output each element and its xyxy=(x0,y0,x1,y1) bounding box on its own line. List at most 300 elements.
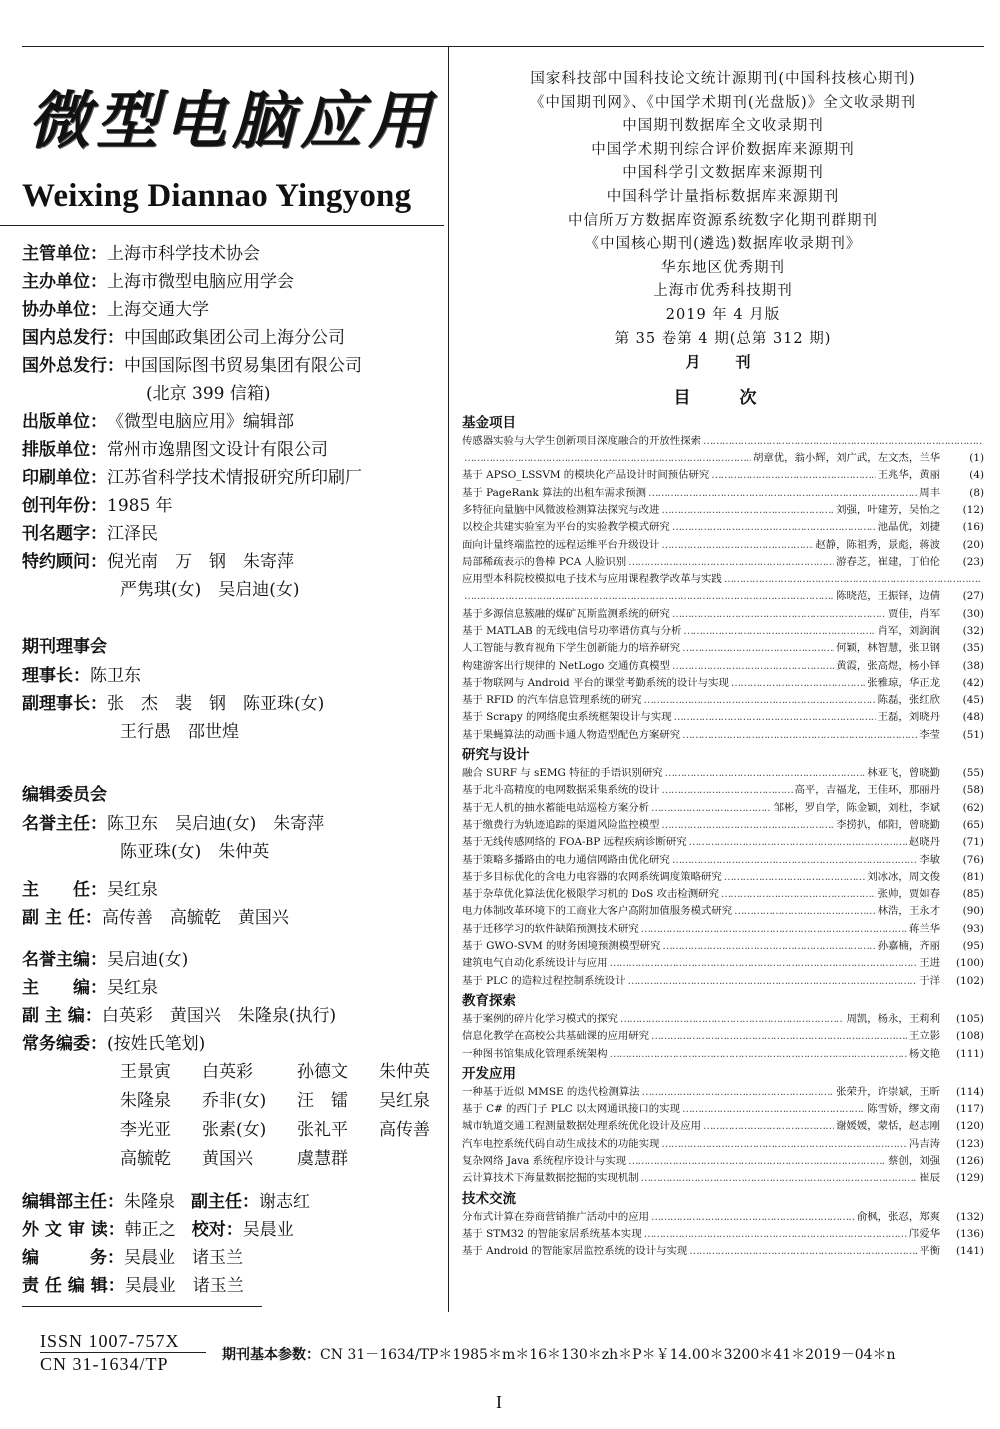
indexing-line: 国家科技部中国科技论文统计源期刊(中国科技核心期刊) xyxy=(530,71,916,87)
toc-entry[interactable] xyxy=(462,502,984,519)
toc-entry-authors: 何颖，林智慧，张卫钢 xyxy=(836,642,940,655)
toc-entry[interactable] xyxy=(462,1243,984,1260)
toc-entry-page: (117) xyxy=(956,1103,984,1116)
toc-entry-title: 面向计量终端监控的远程运维平台升级设计 xyxy=(462,538,660,551)
toc-leader-dots xyxy=(734,903,876,920)
toc-entry-page: (141) xyxy=(956,1245,984,1258)
chief-editor xyxy=(22,974,440,1002)
toc-leader-dots xyxy=(662,938,875,955)
toc-entry-title: 基于北斗高精度的电网数据采集系统的设计 xyxy=(462,784,660,797)
standing-member: 高毓乾 xyxy=(120,1149,171,1169)
toc-entry-page: (81) xyxy=(962,870,984,883)
info-label: 特约顾问： xyxy=(22,552,107,572)
toc-section-heading: 研究与设计 xyxy=(462,747,530,764)
toc-entry-title: 基于多源信息簇融的煤矿瓦斯监测系统的研究 xyxy=(462,607,670,620)
toc-leader-dots xyxy=(724,571,982,588)
toc-entry[interactable] xyxy=(462,537,984,554)
toc-entry-page: (51) xyxy=(962,728,984,741)
masthead-char: 用 xyxy=(368,83,431,157)
foreign-reader xyxy=(22,1216,440,1244)
toc-title: 目 次 xyxy=(673,387,773,408)
toc-leader-dots xyxy=(464,450,751,467)
toc-entry[interactable] xyxy=(462,709,984,726)
toc-entry-page: (20) xyxy=(962,538,984,551)
info-label: 主管单位： xyxy=(22,244,107,264)
indexing-line: 中国科学计量指标数据库来源期刊 xyxy=(606,188,840,205)
vice-director-label: 副 主 任： xyxy=(22,908,102,928)
toc-entry-title: 多特征向量脑中风微波检测算法探究与改进 xyxy=(462,503,660,516)
toc-leader-dots xyxy=(672,606,886,623)
toc-leader-dots xyxy=(665,765,866,782)
toc-entry-authors: 邝爱华 xyxy=(908,1227,940,1240)
toc-entry-page: (93) xyxy=(962,922,984,935)
toc-entry-page: (95) xyxy=(962,940,984,953)
indexing-line: 《中国核心期刊(遴选)数据库收录期刊》 xyxy=(584,236,862,253)
right-column xyxy=(462,68,984,1260)
indexing-header xyxy=(462,68,984,351)
info-value: 中国国际图书贸易集团有限公司 xyxy=(124,356,362,376)
toc-entry-authors: 肖军，刘润润 xyxy=(877,624,940,637)
toc-leader-dots xyxy=(703,433,982,450)
hon-director-label: 名誉主任： xyxy=(22,814,107,834)
indexing-line: 中国科学引文数据库来源期刊 xyxy=(622,165,824,182)
toc-leader-dots xyxy=(661,537,813,554)
toc-entry-authors: 贾佳，肖军 xyxy=(888,607,940,620)
info-label: 刊名题字： xyxy=(22,524,107,544)
toc-entry-authors: 张荣升，许崇斌，王昕 xyxy=(836,1085,940,1098)
toc-entry-page: (76) xyxy=(962,853,984,866)
toc-entry-title: 基于物联网与 Android 平台的课堂考勤系统的设计与实现 xyxy=(462,676,729,689)
council-chair-name: 陈卫东 xyxy=(90,666,141,686)
toc-leader-dots xyxy=(651,1028,907,1045)
toc-entry-authors: 林亚飞，曾晓勤 xyxy=(867,767,940,780)
affairs-label: 编 务： xyxy=(22,1248,124,1268)
toc-entry-authors: 俞枫，张忍，郑爽 xyxy=(856,1210,940,1223)
toc-entry[interactable] xyxy=(462,1046,984,1063)
cn-number: CN 31-1634/TP xyxy=(40,1354,169,1374)
indexing-line: 华东地区优秀期刊 xyxy=(661,259,785,276)
toc-entry-page: (120) xyxy=(956,1120,984,1133)
proof-label: 校对： xyxy=(191,1220,243,1240)
hon-chief-name: 吴启迪(女) xyxy=(107,950,189,970)
masthead-title xyxy=(28,74,440,156)
council-chair xyxy=(22,662,440,690)
toc-entry-page: (45) xyxy=(962,694,984,707)
toc-entry-page: (90) xyxy=(962,905,984,918)
toc-entry-page: (102) xyxy=(956,974,984,987)
toc-entry[interactable] xyxy=(462,765,984,782)
toc-entry-page: (108) xyxy=(956,1030,984,1043)
toc-entry-title: 人工智能与教育视角下学生创新能力的培养研究 xyxy=(462,642,681,655)
office-head xyxy=(22,1188,440,1216)
toc-entry-authors: 冯吉涛 xyxy=(908,1137,940,1150)
info-label: 创刊年份： xyxy=(22,496,107,516)
toc-entry[interactable] xyxy=(462,1209,984,1226)
indexing-line: 2019 年 4 月版 xyxy=(665,306,781,323)
left-bottom-rule xyxy=(22,1306,262,1307)
info-row-co-sponsor xyxy=(22,296,440,324)
toc-entry[interactable] xyxy=(462,658,984,675)
council-vice-cont: 王行愚 邵世煌 xyxy=(120,722,239,742)
toc-entry[interactable] xyxy=(462,852,984,869)
journal-params xyxy=(222,1344,896,1364)
toc-entry-authors: 杨文艳 xyxy=(908,1047,940,1060)
chief-label: 主 编： xyxy=(22,978,107,998)
hon-chief-label: 名誉主编： xyxy=(22,950,107,970)
toc-entry-authors: 张雅琼，华正龙 xyxy=(867,676,940,689)
issn-divider xyxy=(40,1352,206,1353)
standing-member: 白英彩 xyxy=(202,1062,253,1082)
toc-entry-authors: 周凯，杨永，王莉利 xyxy=(846,1012,940,1025)
toc-entry-authors: 于洋 xyxy=(919,974,940,987)
hon-director xyxy=(22,810,440,838)
toc-entry[interactable] xyxy=(462,692,984,709)
masthead-char: 型 xyxy=(96,83,159,157)
toc-leader-dots xyxy=(648,485,917,502)
toc-leader-dots xyxy=(609,1046,906,1063)
toc-entry-title: 基于果蝇算法的动画卡通人物造型配色方案研究 xyxy=(462,728,681,741)
toc-entry-authors: 王兆华，黄丽 xyxy=(877,469,940,482)
toc-entry-title: 基于 APSO_LSSVM 的模块化产品设计时间预估研究 xyxy=(462,469,710,482)
toc-entry-title: 传感器实验与大学生创新项目深度融合的开放性探索 xyxy=(462,434,701,447)
council-vice xyxy=(22,690,440,718)
info-value: 上海市科学技术协会 xyxy=(107,244,260,264)
toc-leader-dots xyxy=(628,554,834,571)
toc-leader-dots xyxy=(673,709,875,726)
toc-entry[interactable] xyxy=(462,606,984,623)
toc-section-heading: 教育探索 xyxy=(462,992,516,1009)
toc-entry[interactable] xyxy=(462,1011,984,1028)
toc-entry-page: (30) xyxy=(962,607,984,620)
toc-entry-title: 汽车电控系统代码自动生成技术的功能实现 xyxy=(462,1137,660,1150)
toc-section-heading: 技术交流 xyxy=(462,1190,516,1207)
toc-entry[interactable] xyxy=(462,640,984,657)
indexing-line: 上海市优秀科技期刊 xyxy=(653,283,793,300)
toc-entry-page: (42) xyxy=(962,676,984,689)
toc-entry[interactable] xyxy=(462,485,984,502)
toc-entry[interactable] xyxy=(462,450,984,467)
toc-entry-page: (105) xyxy=(956,1012,984,1025)
toc-entry[interactable] xyxy=(462,955,984,972)
indexing-line: 中信所万方数据库资源系统数字化期刊群期刊 xyxy=(568,212,878,229)
office-vhead-name: 谢志红 xyxy=(259,1192,310,1212)
toc-entry[interactable] xyxy=(462,800,984,817)
masthead-pinyin: Weixing Diannao Yingyong xyxy=(22,178,412,214)
toc-entry-page: (100) xyxy=(956,957,984,970)
toc-entry[interactable] xyxy=(462,973,984,990)
toc-entry[interactable] xyxy=(462,886,984,903)
toc-entry[interactable] xyxy=(462,1084,984,1101)
info-row-domestic-dist xyxy=(22,324,440,352)
vice-chief-editor xyxy=(22,1002,440,1030)
toc-entry-page: (35) xyxy=(962,642,984,655)
toc-entry-title: 基于迁移学习的软件缺陷预测技术研究 xyxy=(462,922,639,935)
toc-entry-authors: 赵晓丹 xyxy=(908,836,940,849)
toc-entry[interactable] xyxy=(462,1101,984,1118)
resp-label: 责 任 编 辑： xyxy=(22,1276,125,1296)
toc-entry-page: (62) xyxy=(962,801,984,814)
toc-entry[interactable] xyxy=(462,1136,984,1153)
toc-entry-title: 以校企共建实验室为平台的实验教学模式研究 xyxy=(462,521,670,534)
toc-entry-title: 融合 SURF 与 sEMG 特征的手语识别研究 xyxy=(462,767,663,780)
info-row-advisors xyxy=(22,548,440,576)
toc-entry-authors: 赵静，陈祖秀，景彪，蒋波 xyxy=(815,538,940,551)
vice-director-names: 高传善 高毓乾 黄国兴 xyxy=(101,908,289,928)
toc-entry[interactable] xyxy=(462,834,984,851)
toc-entry-title: 基于无人机的抽水蓄能电站巡检方案分析 xyxy=(462,801,650,814)
toc-entry-title: 基于 Android 的智能家居监控系统的设计与实现 xyxy=(462,1245,688,1258)
toc-entry-authors: 池晶优，刘捷 xyxy=(877,521,940,534)
toc-entry[interactable] xyxy=(462,623,984,640)
masthead-rule xyxy=(0,225,444,226)
masthead-char: 微 xyxy=(28,83,91,157)
hon-director-names: 陈卫东 吴启迪(女) 朱寄萍 xyxy=(107,814,325,834)
office-head-label: 编辑部主任： xyxy=(22,1192,124,1212)
overseas-mailbox: (北京 399 信箱) xyxy=(146,384,271,404)
council-heading: 期刊理事会 xyxy=(22,637,107,657)
toc-leader-dots xyxy=(628,1153,886,1170)
standing-member: 张礼平 xyxy=(297,1120,348,1140)
toc-entry[interactable] xyxy=(462,903,984,920)
toc-entry-page: (129) xyxy=(956,1172,984,1185)
toc-leader-dots xyxy=(711,467,875,484)
toc-entry[interactable] xyxy=(462,869,984,886)
info-row-printer xyxy=(22,464,440,492)
info-label: 协办单位： xyxy=(22,300,107,320)
info-label: 主办单位： xyxy=(22,272,107,292)
toc-entry[interactable] xyxy=(462,782,984,799)
info-row-publisher xyxy=(22,408,440,436)
toc-entry[interactable] xyxy=(462,675,984,692)
toc-leader-dots xyxy=(661,1136,906,1153)
toc-entry[interactable] xyxy=(462,1226,984,1243)
info-label: 国内总发行： xyxy=(22,328,124,348)
toc-entry-page: (38) xyxy=(962,659,984,672)
params-value: CN 31－1634/TP＊1985＊m＊16＊130＊zh＊P＊￥14.00＊3200＊41＊2019－04＊n xyxy=(320,1347,896,1363)
toc-entry-authors: 张帅，贾如春 xyxy=(877,888,940,901)
toc-entry-page: (1) xyxy=(969,452,984,465)
toc-leader-dots xyxy=(651,1209,855,1226)
issn-block xyxy=(40,1331,206,1374)
info-value: 《微型电脑应用》编辑部 xyxy=(107,412,294,432)
toc-entry-page: (85) xyxy=(962,888,984,901)
toc-leader-dots xyxy=(682,727,917,744)
toc-leader-dots xyxy=(731,675,865,692)
standing-member: 汪 镭 xyxy=(297,1091,348,1111)
resp-names: 吴晨业 诸玉兰 xyxy=(124,1276,244,1296)
toc-entry-title: 基于案例的碎片化学习模式的探究 xyxy=(462,1012,618,1025)
toc-entry-authors: 高平，吉福龙，王佳环，那丽丹 xyxy=(794,784,940,797)
toc-entry[interactable] xyxy=(462,467,984,484)
toc-entry-title: 基于 C# 的西门子 PLC 以太网通讯接口的实现 xyxy=(462,1103,680,1116)
responsible-editor xyxy=(22,1272,440,1300)
toc-leader-dots xyxy=(672,519,876,536)
info-row-overseas-dist xyxy=(22,352,440,380)
info-label: 印刷单位： xyxy=(22,468,107,488)
toc-entry[interactable] xyxy=(462,1118,984,1135)
toc-entry[interactable] xyxy=(462,1028,984,1045)
toc-entry-authors: 李莹 xyxy=(919,728,940,741)
affairs-names: 吴晨业 诸玉兰 xyxy=(124,1248,243,1268)
toc-entry-authors: 蔡创，刘强 xyxy=(888,1155,940,1167)
toc-entry-authors: 陈磊，张红欣 xyxy=(877,694,940,707)
top-rule xyxy=(22,46,984,47)
info-block xyxy=(22,240,440,604)
toc-entry-page: (32) xyxy=(962,624,984,637)
toc-entry[interactable] xyxy=(462,727,984,744)
info-value: 上海交通大学 xyxy=(107,300,209,320)
toc-entry[interactable] xyxy=(462,817,984,834)
toc-entry-authors: 崔辰 xyxy=(919,1172,940,1185)
info-value: 倪光南 万 钢 朱寄萍 xyxy=(107,552,294,572)
toc-entry-authors: 刘冰冰，周文俊 xyxy=(867,870,940,883)
toc-entry-page: (55) xyxy=(962,767,984,780)
toc-leader-dots xyxy=(721,886,876,903)
info-value: 江泽民 xyxy=(107,524,158,544)
toc-entry[interactable] xyxy=(462,1170,984,1187)
page-number: I xyxy=(496,1392,502,1412)
left-column xyxy=(22,68,440,1307)
standing-member: 高传善 xyxy=(379,1120,430,1140)
toc-entry-authors: 李捞扒，郁阳，曾晓勤 xyxy=(836,818,940,831)
toc-entry-page: (58) xyxy=(962,784,984,797)
toc-entry-authors: 李敏 xyxy=(919,853,940,866)
toc-entry[interactable] xyxy=(462,588,984,605)
toc-leader-dots xyxy=(642,1084,834,1101)
info-value: 常州市逸鼎图文设计有限公司 xyxy=(107,440,328,460)
standing-note: (按姓氏笔划) xyxy=(107,1034,206,1054)
toc-entry[interactable] xyxy=(462,433,984,450)
info-value: 上海市微型电脑应用学会 xyxy=(107,272,294,292)
vice-director xyxy=(22,904,440,932)
council-vice-names: 张 杰 裴 钢 陈亚珠(女) xyxy=(107,694,325,714)
toc-leader-dots xyxy=(689,834,907,851)
toc-section-heading: 开发应用 xyxy=(462,1065,516,1082)
toc-entry-title: 建筑电气自动化系统设计与应用 xyxy=(462,957,608,970)
toc-leader-dots xyxy=(620,1011,845,1028)
toc-entry-authors: 林浩，王永才 xyxy=(877,905,940,918)
indexing-line: 《中国期刊网》、《中国学术期刊(光盘版)》全文收录期刊 xyxy=(529,94,917,111)
toc-leader-dots xyxy=(661,817,834,834)
toc-leader-dots xyxy=(644,1226,907,1243)
info-row-supervisor xyxy=(22,240,440,268)
standing-member: 王景寅 xyxy=(120,1062,171,1082)
standing-member: 张素(女) xyxy=(202,1120,267,1140)
info-label: 排版单位： xyxy=(22,440,107,460)
toc-entry-page: (114) xyxy=(956,1085,984,1098)
toc-entry-authors: 游春芝，崔建，丁伯伦 xyxy=(836,555,940,568)
toc-entry-page: (12) xyxy=(962,503,984,516)
toc-entry-title: 云计算技术下海量数据挖掘的实现机制 xyxy=(462,1172,639,1185)
toc-entry-title: 城市轨道交通工程测量数据处理系统优化设计及应用 xyxy=(462,1120,701,1133)
standing-members xyxy=(22,1058,440,1174)
toc-entry-page: (8) xyxy=(969,486,984,499)
standing-member: 吴红泉 xyxy=(379,1091,430,1111)
toc-entry-authors: 邹彬，罗自学，陈金颖，刘杜，李斌 xyxy=(773,801,940,814)
toc-entry[interactable] xyxy=(462,554,984,571)
standing-member: 乔非(女) xyxy=(202,1091,267,1111)
standing-member: 朱仲英 xyxy=(379,1062,430,1082)
toc-entry-title: 基于多目标优化的含电力电容器的农网系统调度策略研究 xyxy=(462,870,722,883)
toc-leader-dots xyxy=(661,782,792,799)
toc-entry-title: 构建游客出行规律的 NetLogo 交通仿真模型 xyxy=(462,659,670,672)
info-row-typesetter xyxy=(22,436,440,464)
toc-leader-dots xyxy=(609,955,917,972)
toc-leader-dots xyxy=(689,1243,917,1260)
toc-entry-page: (23) xyxy=(962,555,984,568)
toc-entry-authors: 平衡 xyxy=(919,1245,940,1258)
office-vhead-label: 副主任： xyxy=(191,1192,259,1212)
toc-entry-authors: 王立影 xyxy=(908,1030,940,1043)
toc-section-heading: 基金项目 xyxy=(462,414,516,431)
foreign-label: 外 文 审 读： xyxy=(22,1220,125,1240)
info-row-founded xyxy=(22,492,440,520)
standing-label: 常务编委： xyxy=(22,1034,107,1054)
toc-leader-dots xyxy=(641,921,907,938)
toc-entry[interactable] xyxy=(462,519,984,536)
masthead-char: 应 xyxy=(300,83,363,157)
toc-entry-authors: 王磊，刘晓丹 xyxy=(877,711,940,724)
toc-entry-page: (123) xyxy=(956,1137,984,1150)
standing-member: 李光亚 xyxy=(120,1120,171,1140)
toc-entry-title: 基于策略多播路由的电力通信网路由优化研究 xyxy=(462,853,670,866)
toc-leader-dots xyxy=(464,588,834,605)
council-chair-label: 理事长： xyxy=(22,666,90,686)
toc-entry[interactable] xyxy=(462,938,984,955)
toc-leader-dots xyxy=(724,869,866,886)
toc-entry-page: (48) xyxy=(962,711,984,724)
toc-entry-page: (132) xyxy=(956,1210,984,1223)
toc-leader-dots xyxy=(628,973,918,990)
toc-entry-title: 分布式计算在券商营销推广活动中的应用 xyxy=(462,1210,650,1223)
standing-editors xyxy=(22,1030,440,1058)
info-value: 中国邮政集团公司上海分公司 xyxy=(124,328,345,348)
toc-entry-page: (4) xyxy=(969,469,984,482)
vice-chief-label: 副 主 编： xyxy=(22,1006,102,1026)
toc-entry[interactable] xyxy=(462,921,984,938)
indexing-line: 中国学术期刊综合评价数据库来源期刊 xyxy=(591,141,855,158)
toc-entry-title: 电力体制改革环境下的工商业大客户高附加值服务模式研究 xyxy=(462,905,733,918)
hon-chief-editor xyxy=(22,946,440,974)
toc-entry-authors: 胡章优，翁小辉，刘广武，左文杰，兰华 xyxy=(752,452,940,465)
toc-entry-title: 基于 Scrapy 的网络爬虫系统框架设计与实现 xyxy=(462,711,672,724)
toc-entry-title: 基于 MATLAB 的无线电信号功率谱仿真与分析 xyxy=(462,624,682,637)
standing-member: 虞慧群 xyxy=(297,1149,348,1169)
toc-entry-title: 基于无线传感网络的 FOA-BP 远程疾病诊断研究 xyxy=(462,836,687,849)
director-name: 吴红泉 xyxy=(107,880,158,900)
info-label: 出版单位： xyxy=(22,412,107,432)
toc-entry[interactable] xyxy=(462,1153,984,1170)
chief-name: 吴红泉 xyxy=(107,978,158,998)
director xyxy=(22,876,440,904)
toc-leader-dots xyxy=(683,623,875,640)
standing-member: 孙德文 xyxy=(297,1062,348,1082)
toc-entry-authors: 黄霞，张高煜，杨小铎 xyxy=(836,659,940,672)
info-row-inscription xyxy=(22,520,440,548)
office-head-name: 朱隆泉 xyxy=(124,1192,175,1212)
toc-entry-title: 基于缴费行为轨迹追踪的渠道风险监控模型 xyxy=(462,818,660,831)
council-vice-label: 副理事长： xyxy=(22,694,107,714)
toc-entry-page: (126) xyxy=(956,1155,984,1167)
toc-entry-page: (136) xyxy=(956,1227,984,1240)
toc-entry-authors: 陈雪娇，缪文南 xyxy=(867,1103,940,1116)
toc-entry-page: (71) xyxy=(962,836,984,849)
info-value: 江苏省科学技术情报研究所印刷厂 xyxy=(107,468,362,488)
standing-member: 黄国兴 xyxy=(202,1149,253,1169)
vice-chief-names: 白英彩 黄国兴 朱隆泉(执行) xyxy=(101,1006,337,1026)
monthly-label: 月 刊 xyxy=(685,353,761,372)
toc-entry[interactable] xyxy=(462,571,984,588)
